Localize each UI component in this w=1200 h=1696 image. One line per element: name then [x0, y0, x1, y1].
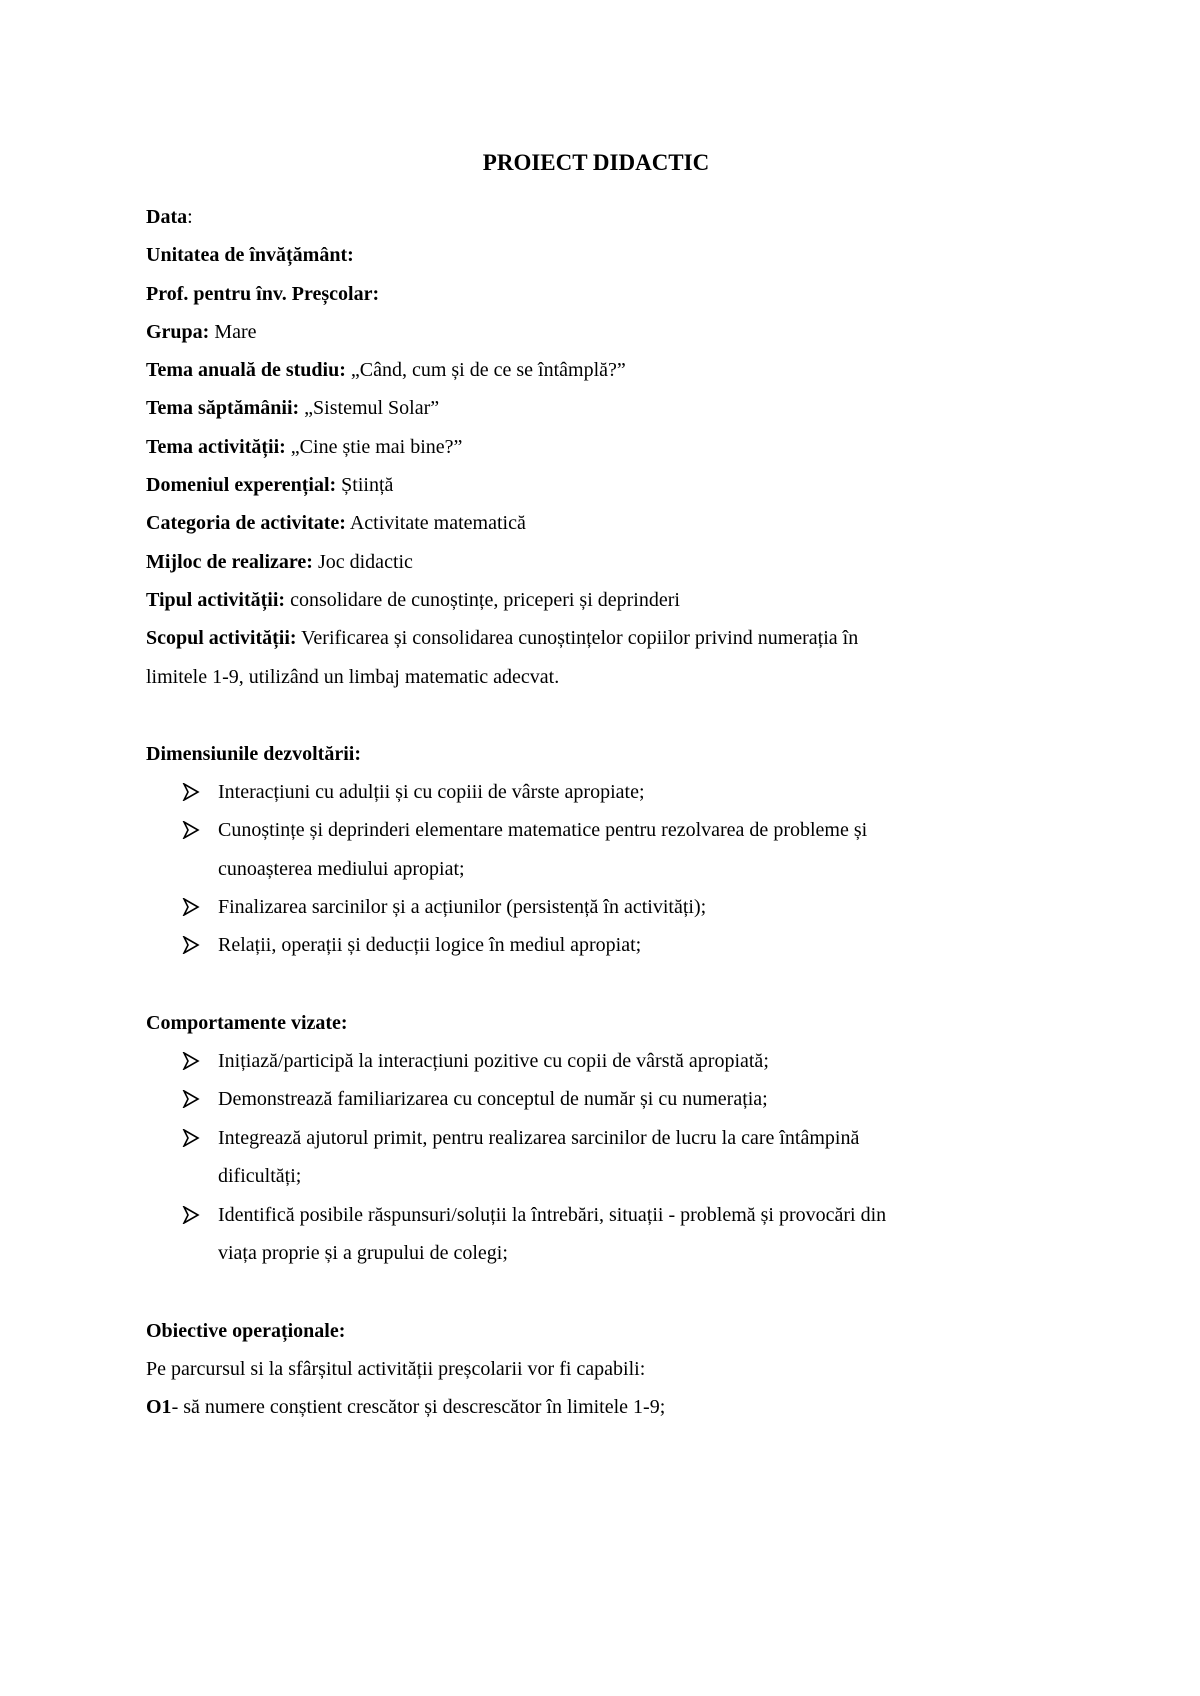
field-value: „Sistemul Solar”	[299, 397, 440, 419]
field-tema-saptamanii	[146, 394, 439, 422]
list-item-continuation: cunoașterea mediului apropiat;	[218, 858, 465, 880]
field-label: Tipul activității:	[146, 589, 286, 611]
field-label: Unitatea de învățământ:	[146, 244, 354, 266]
objective-text: - să numere conștient crescător și descrescător în limitele 1-9;	[171, 1396, 666, 1418]
objective-o1	[146, 1393, 665, 1421]
objective-label: O1	[146, 1396, 172, 1418]
field-tema-activitatii	[146, 433, 462, 461]
field-label: Tema săptămânii:	[146, 397, 300, 419]
list-item-text: Interacțiuni cu adulții și cu copiii de vârste apropiate;	[218, 781, 645, 803]
field-value: Joc didactic	[312, 551, 413, 573]
list-item-text: Demonstrează familiarizarea cu conceptul de număr și cu numerația;	[218, 1088, 768, 1110]
field-value: „Cine știe mai bine?”	[285, 436, 463, 458]
field-value: Verificarea și consolidarea cunoștințelor copiilor privind numerația în	[296, 627, 859, 649]
section-heading-comportamente: Comportamente vizate:	[146, 1012, 348, 1034]
field-label: Mijloc de realizare:	[146, 551, 313, 573]
field-categoria	[146, 509, 526, 537]
arrow-right-icon	[182, 936, 200, 954]
arrow-right-icon	[182, 1052, 200, 1070]
field-tema-anuala	[146, 356, 626, 384]
list-item-text: Inițiază/participă la interacțiuni pozitive cu copii de vârstă apropiată;	[218, 1050, 769, 1072]
arrow-right-icon	[182, 1090, 200, 1108]
page-title: PROIECT DIDACTIC	[482, 150, 710, 175]
field-value: Mare	[209, 321, 257, 343]
arrow-right-icon	[182, 821, 200, 839]
field-scopul-continuation: limitele 1-9, utilizând un limbaj matematic adecvat.	[146, 666, 560, 688]
field-label: Scopul activității:	[146, 627, 297, 649]
field-label: Tema anuală de studiu:	[146, 359, 346, 381]
list-item-text: Cunoștințe și deprinderi elementare matematice pentru rezolvarea de probleme și	[218, 819, 868, 841]
field-value: Activitate matematică	[345, 512, 526, 534]
field-domeniul	[146, 471, 393, 499]
field-value: :	[187, 206, 193, 228]
arrow-right-icon	[182, 898, 200, 916]
list-item-text: Integrează ajutorul primit, pentru realizarea sarcinilor de lucru la care întâmpină	[218, 1127, 860, 1149]
list-item-continuation: dificultăți;	[218, 1165, 302, 1187]
section-heading-obiective: Obiective operaționale:	[146, 1320, 346, 1342]
field-label: Categoria de activitate:	[146, 512, 346, 534]
list-item-text: Finalizarea sarcinilor și a acțiunilor (persistență în activități);	[218, 896, 707, 918]
field-scopul	[146, 624, 858, 652]
field-value: „Când, cum și de ce se întâmplă?”	[345, 359, 626, 381]
list-item-text: Relații, operații și deducții logice în mediul apropiat;	[218, 934, 642, 956]
field-label: Prof. pentru înv. Preșcolar:	[146, 283, 380, 305]
field-value: Știință	[336, 474, 394, 496]
section-heading-dimensiuni: Dimensiunile dezvoltării:	[146, 743, 361, 765]
list-item-text: Identifică posibile răspunsuri/soluții la întrebări, situații - problemă și provocări din	[218, 1204, 887, 1226]
field-value: consolidare de cunoștințe, priceperi și deprinderi	[285, 589, 680, 611]
arrow-right-icon	[182, 783, 200, 801]
field-unitatea	[146, 241, 354, 269]
field-label: Tema activității:	[146, 436, 286, 458]
field-tipul	[146, 586, 680, 614]
arrow-right-icon	[182, 1206, 200, 1224]
field-label: Domeniul experențial:	[146, 474, 337, 496]
objectives-intro: Pe parcursul si la sfârșitul activității preșcolarii vor fi capabili:	[146, 1358, 646, 1380]
field-prof	[146, 280, 379, 308]
field-mijloc	[146, 548, 413, 576]
field-label: Data	[146, 206, 188, 228]
list-item-continuation: viața proprie și a grupului de colegi;	[218, 1242, 508, 1264]
arrow-right-icon	[182, 1129, 200, 1147]
document-page	[146, 0, 1046, 1696]
field-label: Grupa:	[146, 321, 210, 343]
field-grupa	[146, 318, 257, 346]
field-data	[146, 203, 193, 231]
